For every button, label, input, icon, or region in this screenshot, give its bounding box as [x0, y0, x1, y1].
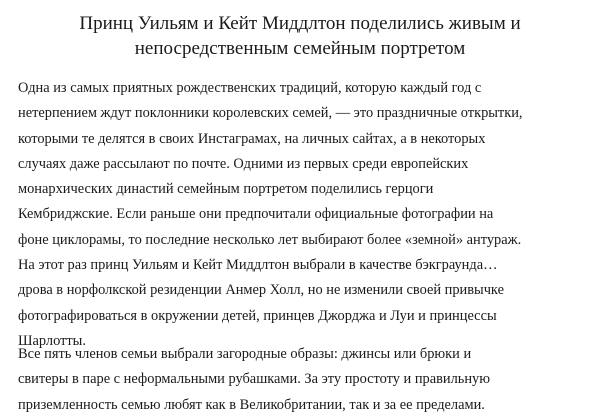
paragraph-line: Кембриджские. Если раньше они предпочитали официальные фотографии на	[18, 206, 494, 223]
paragraph-line: приземленность семью любят как в Великобритании, так и за ее пределами.	[18, 396, 485, 413]
paragraph-line: нетерпением ждут поклонники королевских семей, — это праздничные открытки,	[18, 105, 523, 122]
paragraph-line: Все пять членов семьи выбрали загородные образы: джинсы или брюки и	[18, 346, 472, 362]
article-title	[20, 11, 580, 61]
paragraph-line: фоне циклорамы, то последние несколько лет выбирают более «земной» антураж.	[18, 231, 522, 248]
paragraph-line: случаях даже рассылают по почте. Одними из первых среди европейских	[18, 155, 469, 172]
paragraph-line: На этот раз принц Уильям и Кейт Миддлтон выбрали в качестве бэкграунда…	[18, 257, 498, 274]
paragraph-line: дрова в норфолкской резиденции Анмер Холл, но не изменили своей привычке	[18, 282, 504, 299]
article-paragraph-1	[18, 76, 590, 354]
paragraph-line: фотографироваться в окружении детей, принцев Джорджа и Луи и принцессы	[18, 307, 497, 324]
paragraph-line: которыми те делятся в своих Инстаграмах, на личных сайтах, а в некоторых	[18, 130, 486, 147]
paragraph-line: монархических династий семейным портретом поделились герцоги	[18, 181, 434, 198]
paragraph-line: Шарлотты.	[18, 332, 86, 349]
article-title-line: непосредственным семейным портретом	[134, 38, 466, 59]
article-paragraph-2	[18, 342, 590, 418]
paragraph-line: свитеры в паре с неформальными рубашками. За эту простоту и правильную	[18, 371, 491, 388]
article-title-line: Принц Уильям и Кейт Миддлтон поделились живым и	[79, 13, 521, 34]
paragraph-line: Одна из самых приятных рождественских традиций, которую каждый год с	[18, 80, 482, 96]
